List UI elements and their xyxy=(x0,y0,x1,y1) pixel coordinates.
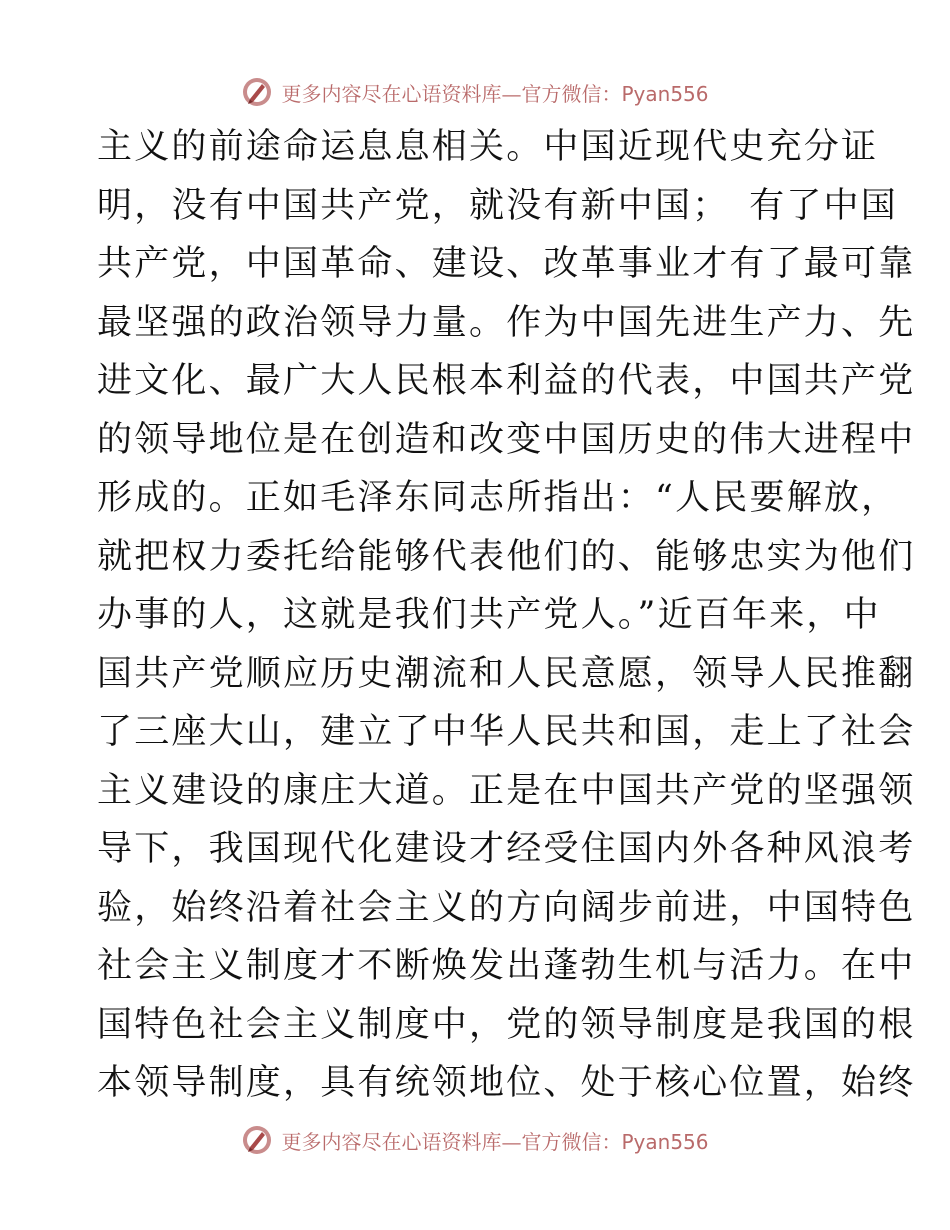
watermark-label: 更多内容尽在心语资料库—官方微信： xyxy=(281,1129,622,1154)
text-line: 最坚强的政治领导力量。作为中国先进生产力、先 xyxy=(97,302,916,343)
text-line: 了三座大山，建立了中华人民共和国，走上了社会 xyxy=(97,712,916,752)
text-line: 主义建设的康庄大道。正是在中国共产党的坚强领 xyxy=(97,770,916,811)
text-line: 社会主义制度才不断焕发出蓬勃生机与活力。在中 xyxy=(97,946,916,986)
text-line: 共产党，中国革命、建设、改革事业才有了最可靠 xyxy=(97,244,916,284)
watermark-header xyxy=(0,72,950,112)
watermark-wechat-id: Pyan556 xyxy=(621,81,709,106)
text-line: 国共产党顺应历史潮流和人民意愿，领导人民推翻 xyxy=(97,653,916,694)
text-line: 本领导制度，具有统领地位、处于核心位置，始终 xyxy=(97,1063,916,1103)
watermark-footer xyxy=(0,1120,950,1160)
watermark-text xyxy=(281,78,708,107)
document-body xyxy=(97,118,916,1113)
watermark-text xyxy=(281,1126,708,1155)
text-line: 的领导地位是在创造和改变中国历史的伟大进程中 xyxy=(97,419,916,460)
text-line: 形成的。正如毛泽东同志所指出：“人民要解放， xyxy=(97,478,899,518)
logo-icon xyxy=(241,76,273,108)
watermark-wechat-id: Pyan556 xyxy=(621,1129,709,1154)
text-line: 验，始终沿着社会主义的方向阔步前进，中国特色 xyxy=(97,887,916,928)
text-line: 明，没有中国共产党，就没有新中国； 有了中国 xyxy=(97,185,898,226)
text-line: 办事的人，这就是我们共产党人。”近百年来，中 xyxy=(97,595,881,635)
text-line: 导下，我国现代化建设才经受住国内外各种风浪考 xyxy=(97,829,916,869)
logo-icon xyxy=(241,1124,273,1156)
text-line: 国特色社会主义制度中，党的领导制度是我国的根 xyxy=(97,1004,916,1045)
text-line: 进文化、最广大人民根本利益的代表，中国共产党 xyxy=(97,361,916,401)
text-line: 主义的前途命运息息相关。中国近现代史充分证 xyxy=(97,127,879,167)
text-line: 就把权力委托给能够代表他们的、能够忠实为他们 xyxy=(97,536,916,577)
watermark-label: 更多内容尽在心语资料库—官方微信： xyxy=(281,81,622,106)
